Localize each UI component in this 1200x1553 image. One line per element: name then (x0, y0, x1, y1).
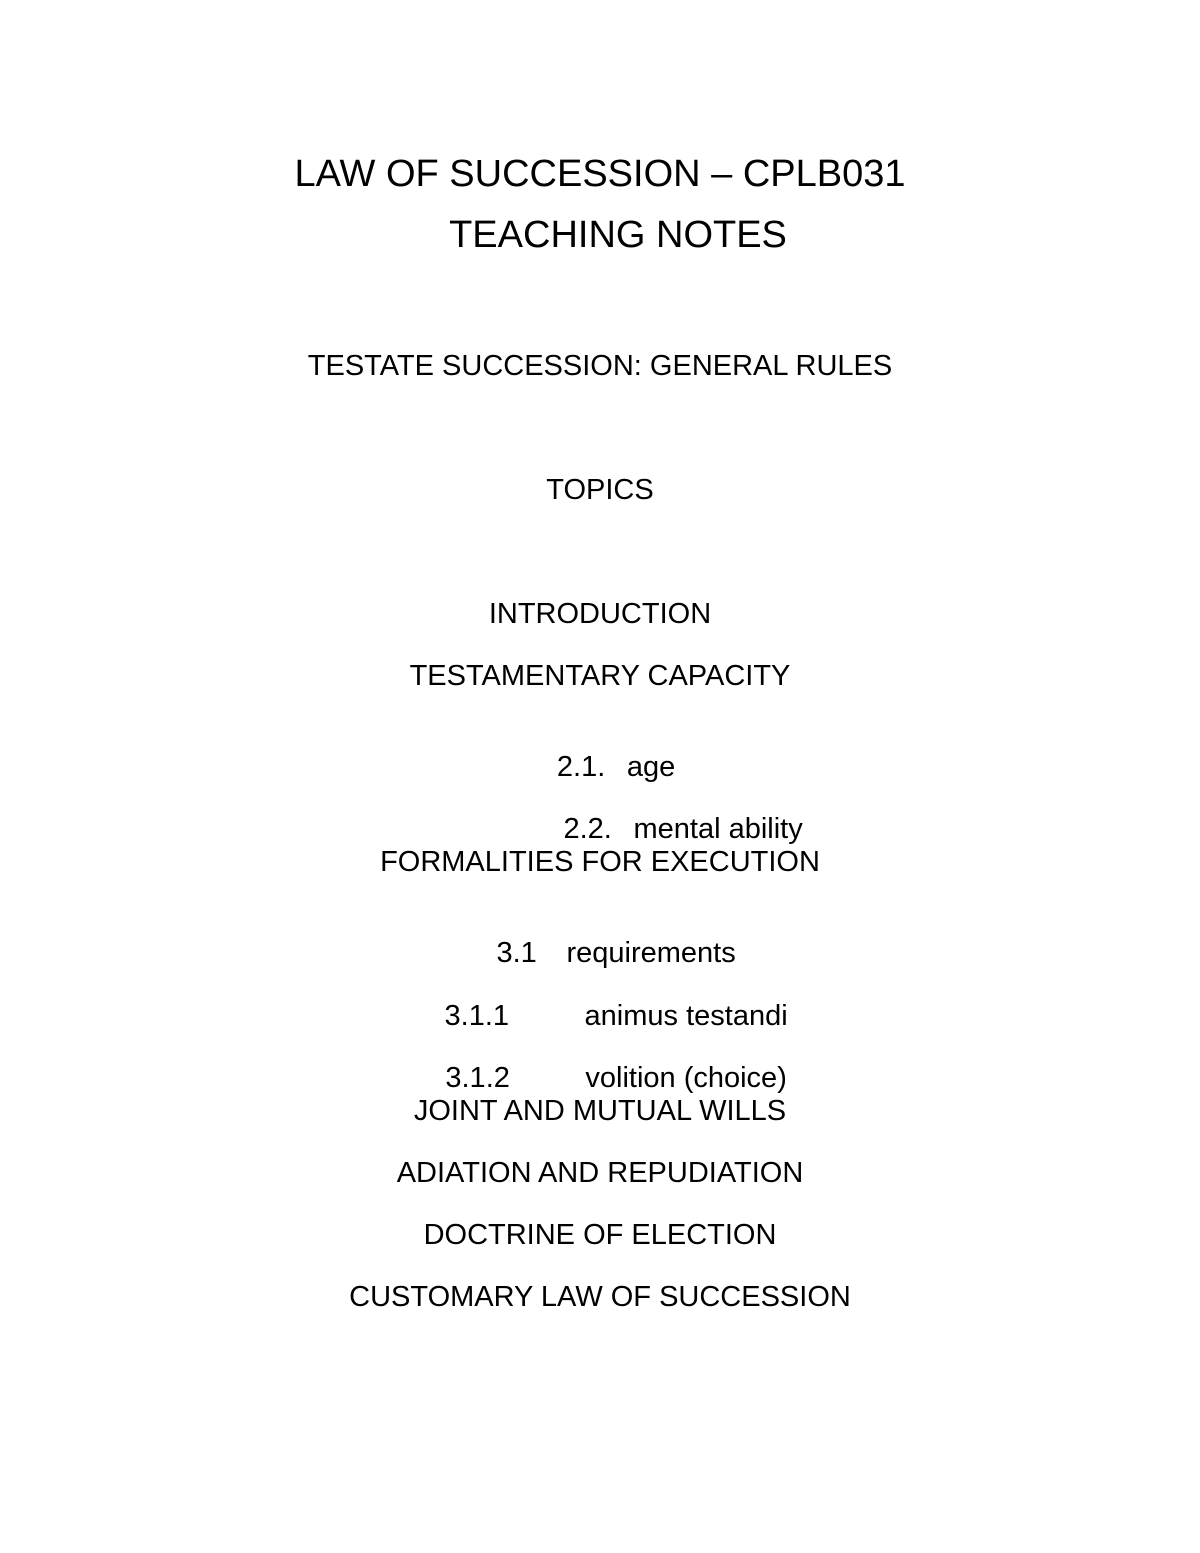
topic-adiation-and-repudiation: ADIATION AND REPUDIATION (396, 1157, 804, 1189)
topic-text: mental ability (633, 813, 803, 845)
topic-text: animus testandi (584, 1000, 788, 1032)
topic-text: requirements (566, 937, 736, 969)
topic-joint-and-mutual-wills: JOINT AND MUTUAL WILLS (413, 1095, 787, 1127)
document-subtitle: TEACHING NOTES (449, 214, 787, 256)
topic-text: volition (choice) (585, 1062, 787, 1094)
topic-number: 3.1.1 (444, 1000, 510, 1032)
topic-introduction: INTRODUCTION (488, 598, 712, 630)
document-title: LAW OF SUCCESSION – CPLB031 (294, 153, 906, 195)
topic-doctrine-of-election: DOCTRINE OF ELECTION (423, 1219, 777, 1251)
topic-number: 3.1 (496, 937, 537, 969)
topic-number: 3.1.2 (445, 1062, 510, 1094)
section-heading: TESTATE SUCCESSION: GENERAL RULES (307, 350, 893, 382)
topic-number: 2.1. (556, 751, 606, 783)
topic-testamentary-capacity: TESTAMENTARY CAPACITY (409, 660, 791, 692)
topic-text: age (626, 751, 676, 783)
topic-formalities-for-execution: FORMALITIES FOR EXECUTION (380, 846, 820, 878)
topic-number: 2.2. (563, 813, 612, 845)
topic-customary-law-of-succession: CUSTOMARY LAW OF SUCCESSION (349, 1281, 851, 1313)
topics-label: TOPICS (546, 474, 654, 506)
